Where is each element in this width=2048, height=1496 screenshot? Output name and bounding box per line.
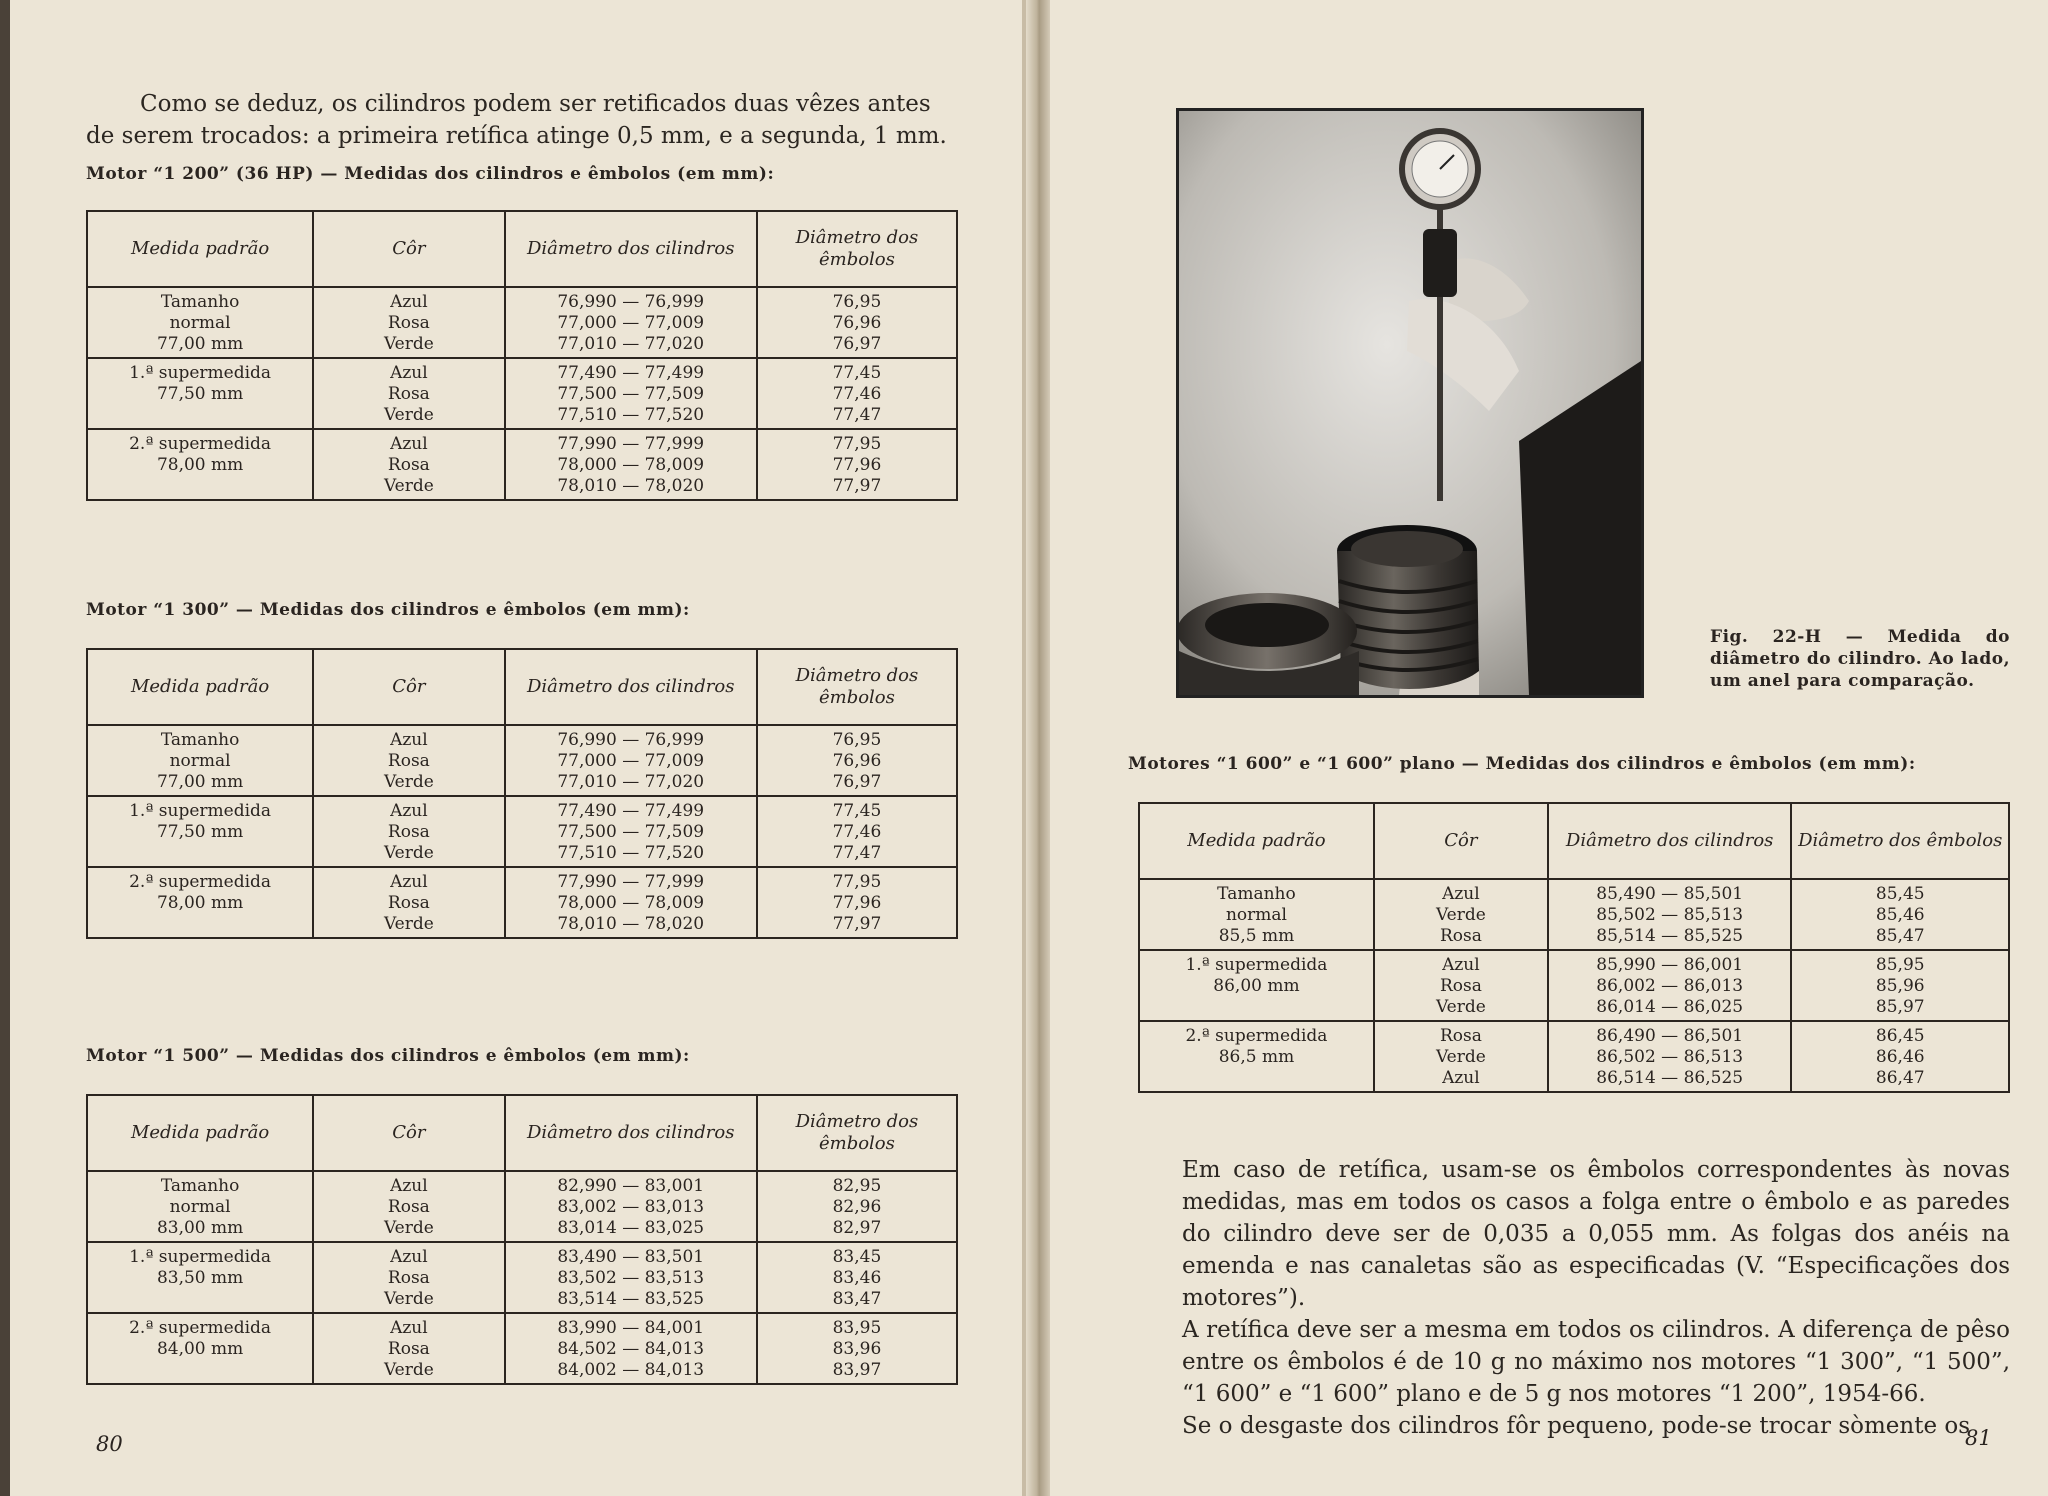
cell-medida: 2.ª supermedida 84,00 mm <box>87 1313 313 1384</box>
table-1300 <box>86 648 958 939</box>
page-number-left: 80 <box>96 1432 123 1456</box>
col-header-cilindros: Diâmetro dos cilindros <box>1548 803 1792 879</box>
table-row <box>1139 879 2009 950</box>
cell-cor: Azul Verde Rosa <box>1374 879 1548 950</box>
cell-embolos: 77,95 77,96 77,97 <box>757 867 957 938</box>
cell-embolos: 77,45 77,46 77,47 <box>757 358 957 429</box>
cell-medida: 1.ª supermedida 77,50 mm <box>87 358 313 429</box>
cell-medida: 1.ª supermedida 83,50 mm <box>87 1242 313 1313</box>
table-1500 <box>86 1094 958 1385</box>
body-paragraph-2: A retífica deve ser a mesma em todos os cilindros. A diferença de pêso entre os êmbolos é de 10 g no máximo nos motores “1 300”, “1 500”, “1 600” e “1 600” plano e de 5 g nos motores “1 200”, 1954-66. <box>1182 1317 2010 1407</box>
col-header-cor: Côr <box>313 1095 504 1171</box>
cell-cilindros: 86,490 — 86,501 86,502 — 86,513 86,514 — 86,525 <box>1548 1021 1792 1092</box>
table-row <box>87 1171 957 1242</box>
cell-medida: Tamanho normal 77,00 mm <box>87 725 313 796</box>
cell-medida: Tamanho normal 85,5 mm <box>1139 879 1374 950</box>
col-header-cilindros: Diâmetro dos cilindros <box>505 211 757 287</box>
bore-gauge-photo-icon <box>1179 111 1641 695</box>
figure-caption: Fig. 22-H — Medida do diâmetro do cilindro. Ao lado, um anel para comparação. <box>1710 627 2010 691</box>
cell-embolos: 85,95 85,96 85,97 <box>1791 950 2009 1021</box>
cell-medida: 1.ª supermedida 77,50 mm <box>87 796 313 867</box>
cell-embolos: 77,95 77,96 77,97 <box>757 429 957 500</box>
cell-cilindros: 77,990 — 77,999 78,000 — 78,009 78,010 — 78,020 <box>505 867 757 938</box>
table-row <box>87 796 957 867</box>
cell-cor: Azul Rosa Verde <box>313 867 504 938</box>
cell-cilindros: 77,490 — 77,499 77,500 — 77,509 77,510 — 77,520 <box>505 796 757 867</box>
col-header-embolos: Diâmetro dos êmbolos <box>1791 803 2009 879</box>
table-row <box>87 429 957 500</box>
cell-embolos: 76,95 76,96 76,97 <box>757 725 957 796</box>
cell-cilindros: 82,990 — 83,001 83,002 — 83,013 83,014 — 83,025 <box>505 1171 757 1242</box>
cell-cor: Azul Rosa Verde <box>313 287 504 358</box>
cell-cor: Azul Rosa Verde <box>313 725 504 796</box>
col-header-medida: Medida padrão <box>1139 803 1374 879</box>
figure-photo <box>1176 108 1644 698</box>
intro-line-2: de serem trocados: a primeira retífica atinge 0,5 mm, e a segunda, 1 mm. <box>86 123 947 149</box>
table-header <box>87 1095 957 1171</box>
table-row <box>87 1242 957 1313</box>
table-header <box>87 649 957 725</box>
right-page <box>1050 0 2048 1496</box>
col-header-medida: Medida padrão <box>87 211 313 287</box>
cell-embolos: 83,95 83,96 83,97 <box>757 1313 957 1384</box>
table-caption-1500: Motor “1 500” — Medidas dos cilindros e êmbolos (em mm): <box>86 1046 690 1066</box>
col-header-cor: Côr <box>1374 803 1548 879</box>
book-edge <box>0 0 10 1496</box>
cell-cilindros: 85,990 — 86,001 86,002 — 86,013 86,014 — 86,025 <box>1548 950 1792 1021</box>
cell-cor: Azul Rosa Verde <box>313 429 504 500</box>
book-gutter <box>1026 0 1050 1496</box>
table-1200 <box>86 210 958 501</box>
intro-paragraph <box>86 88 960 152</box>
intro-line-1: Como se deduz, os cilindros podem ser retificados duas vêzes antes <box>140 91 931 117</box>
body-text <box>1130 1154 2010 1442</box>
cell-cor: Azul Rosa Verde <box>1374 950 1548 1021</box>
table-row <box>87 287 957 358</box>
table-caption-1600: Motores “1 600” e “1 600” plano — Medidas dos cilindros e êmbolos (em mm): <box>1128 754 1916 774</box>
cell-medida: 1.ª supermedida 86,00 mm <box>1139 950 1374 1021</box>
cell-embolos: 86,45 86,46 86,47 <box>1791 1021 2009 1092</box>
table-caption-1200: Motor “1 200” (36 HP) — Medidas dos cilindros e êmbolos (em mm): <box>86 164 775 184</box>
cell-cor: Azul Rosa Verde <box>313 358 504 429</box>
cell-cilindros: 85,490 — 85,501 85,502 — 85,513 85,514 — 85,525 <box>1548 879 1792 950</box>
table-row <box>87 1313 957 1384</box>
col-header-cor: Côr <box>313 211 504 287</box>
cell-embolos: 76,95 76,96 76,97 <box>757 287 957 358</box>
cell-medida: Tamanho normal 77,00 mm <box>87 287 313 358</box>
table-header <box>87 211 957 287</box>
cell-cor: Rosa Verde Azul <box>1374 1021 1548 1092</box>
cell-cor: Azul Rosa Verde <box>313 796 504 867</box>
cell-medida: Tamanho normal 83,00 mm <box>87 1171 313 1242</box>
cell-embolos: 77,45 77,46 77,47 <box>757 796 957 867</box>
cell-cor: Azul Rosa Verde <box>313 1242 504 1313</box>
col-header-medida: Medida padrão <box>87 1095 313 1171</box>
page-number-right: 81 <box>1965 1426 1992 1450</box>
cell-cilindros: 77,990 — 77,999 78,000 — 78,009 78,010 — 78,020 <box>505 429 757 500</box>
table-row <box>87 867 957 938</box>
body-paragraph-1: Em caso de retífica, usam-se os êmbolos correspondentes às novas medidas, mas em todos os casos a folga entre o êmbolo e as paredes do cilindro deve ser de 0,035 a 0,055 mm. As folgas dos anéis na emenda e nas canaletas são as especificadas (V. “Especificações dos motores”). <box>1182 1157 2010 1311</box>
col-header-embolos: Diâmetro dos êmbolos <box>757 211 957 287</box>
cell-medida: 2.ª supermedida 86,5 mm <box>1139 1021 1374 1092</box>
col-header-cilindros: Diâmetro dos cilindros <box>505 649 757 725</box>
cell-cor: Azul Rosa Verde <box>313 1171 504 1242</box>
cell-cor: Azul Rosa Verde <box>313 1313 504 1384</box>
cell-medida: 2.ª supermedida 78,00 mm <box>87 867 313 938</box>
col-header-embolos: Diâmetro dos êmbolos <box>757 1095 957 1171</box>
table-1600 <box>1138 802 2010 1093</box>
body-paragraph-3: Se o desgaste dos cilindros fôr pequeno, pode-se trocar sòmente os <box>1182 1413 1971 1439</box>
cell-embolos: 82,95 82,96 82,97 <box>757 1171 957 1242</box>
col-header-cor: Côr <box>313 649 504 725</box>
col-header-medida: Medida padrão <box>87 649 313 725</box>
cell-cilindros: 77,490 — 77,499 77,500 — 77,509 77,510 — 77,520 <box>505 358 757 429</box>
table-caption-1300: Motor “1 300” — Medidas dos cilindros e êmbolos (em mm): <box>86 600 690 620</box>
table-row <box>87 725 957 796</box>
cell-cilindros: 83,990 — 84,001 84,502 — 84,013 84,002 — 84,013 <box>505 1313 757 1384</box>
cell-medida: 2.ª supermedida 78,00 mm <box>87 429 313 500</box>
table-row <box>1139 950 2009 1021</box>
cell-cilindros: 76,990 — 76,999 77,000 — 77,009 77,010 — 77,020 <box>505 725 757 796</box>
col-header-cilindros: Diâmetro dos cilindros <box>505 1095 757 1171</box>
table-row <box>1139 1021 2009 1092</box>
cell-cilindros: 76,990 — 76,999 77,000 — 77,009 77,010 — 77,020 <box>505 287 757 358</box>
cell-embolos: 85,45 85,46 85,47 <box>1791 879 2009 950</box>
cell-cilindros: 83,490 — 83,501 83,502 — 83,513 83,514 — 83,525 <box>505 1242 757 1313</box>
table-header <box>1139 803 2009 879</box>
col-header-embolos: Diâmetro dos êmbolos <box>757 649 957 725</box>
cell-embolos: 83,45 83,46 83,47 <box>757 1242 957 1313</box>
table-row <box>87 358 957 429</box>
